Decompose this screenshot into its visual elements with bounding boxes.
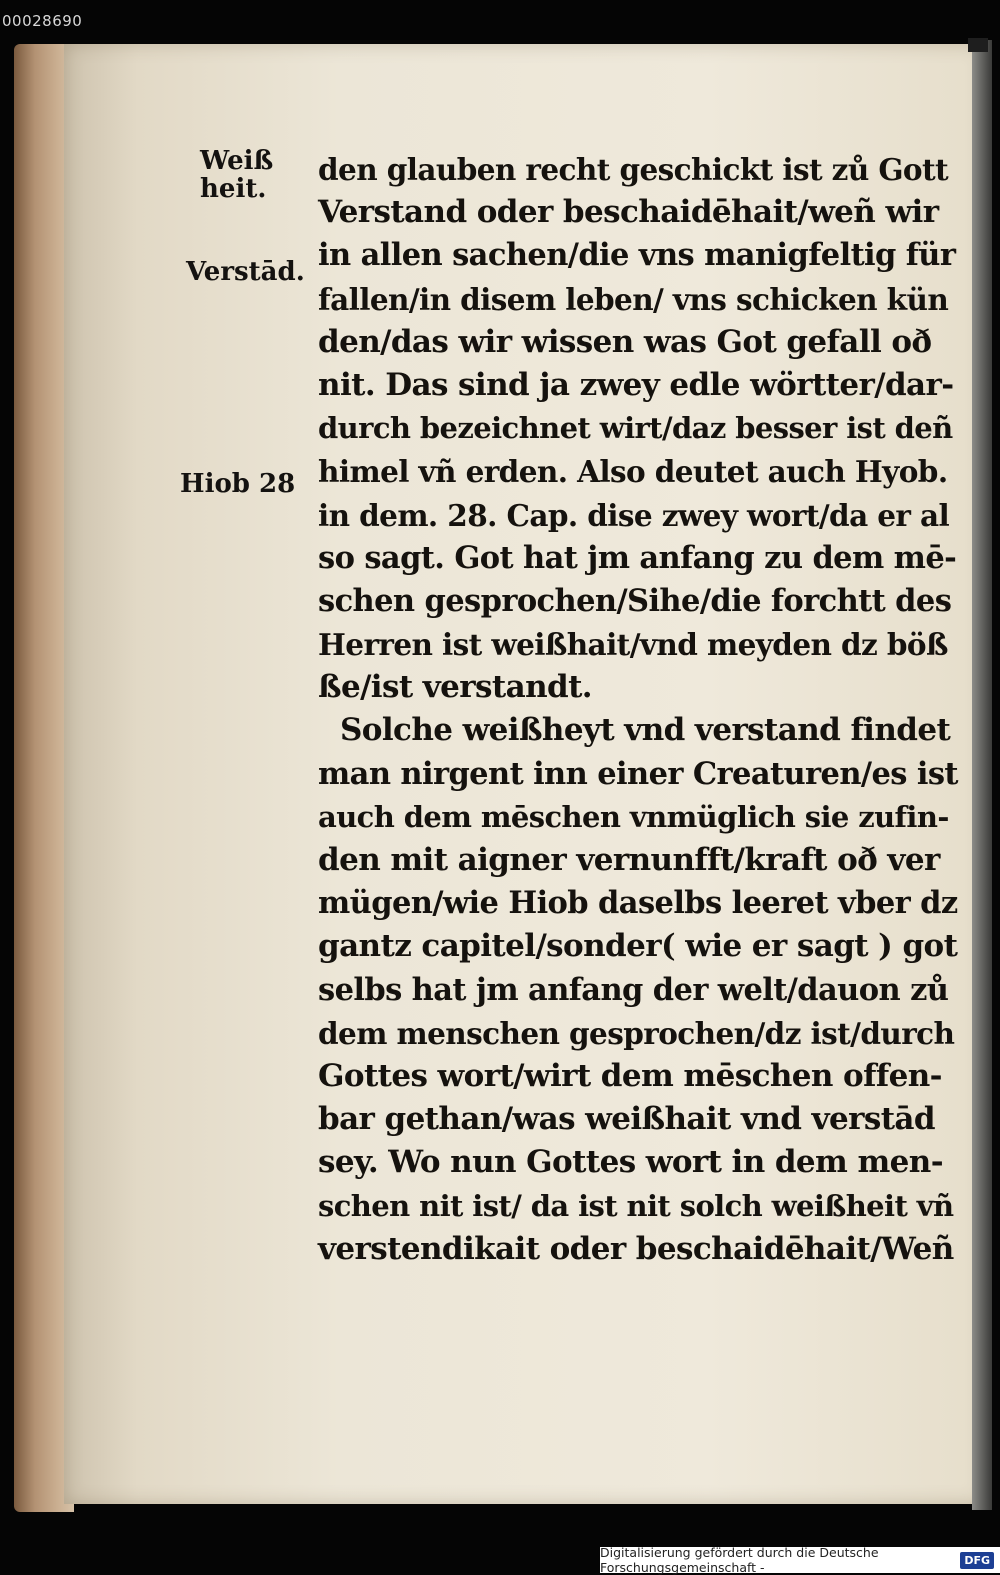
dfg-logo[interactable]: DFG (960, 1552, 994, 1569)
text-line: sey. Wo nun Gottes wort in dem men- (318, 1144, 943, 1181)
text-line: man nirgent inn einer Creaturen/es ist (318, 755, 958, 792)
text-line: den glauben recht geschickt ist zů Gott (318, 152, 949, 187)
footer-funding-text: Digitalisierung gefördert durch die Deutsche Forschungsgemeinschaft - (600, 1545, 879, 1575)
text-line: Solche weißheyt vnd verstand findet (340, 712, 951, 749)
margin-note-hiob: Hiob 28 (180, 469, 296, 499)
text-line: schen nit ist/ da ist nit solch weißheit vñ (318, 1188, 954, 1223)
text-line: so sagt. Got hat jm anfang zu dem mē- (318, 539, 957, 576)
footer-bar (600, 1547, 1000, 1573)
text-line: auch dem mēschen vnmüglich sie zufin- (318, 799, 949, 834)
page-tab-marker (968, 38, 988, 52)
page-right-edge (972, 40, 992, 1510)
text-line: fallen/in disem leben/ vns schicken kün (318, 281, 949, 317)
text-line: gantz capitel/sonder( wie er sagt ) got (318, 928, 958, 965)
text-line: dem menschen gesprochen/dz ist/durch (318, 1015, 955, 1051)
text-line: selbs hat jm anfang der welt/dauon zů (318, 971, 949, 1008)
text-line: in dem. 28. Cap. dise zwey wort/da er al (318, 497, 950, 533)
main-text-block (318, 148, 958, 1271)
margin-note-weisheit: Weiß heit. (200, 146, 274, 204)
text-line: durch bezeichnet wirt/daz besser ist deñ (318, 411, 953, 446)
margin-note-verstand: Verstād. (186, 257, 305, 287)
text-line: Herren ist weißhait/vnd meyden dz böß (318, 627, 948, 663)
text-line: Gottes wort/wirt dem mēschen offen- (318, 1057, 942, 1094)
text-line: bar gethan/was weißhait vnd verstād (318, 1101, 935, 1138)
scan-id-label: 00028690 (2, 12, 83, 30)
text-line: schen gesprochen/Sihe/die forchtt des (318, 582, 952, 619)
text-line: ße/ist verstandt. (318, 669, 592, 706)
text-line: in allen sachen/die vns manigfeltig für (318, 237, 956, 274)
text-line: himel vñ erden. Also deutet auch Hyob. (318, 454, 948, 490)
text-line: nit. Das sind ja zwey edle wörtter/dar- (318, 366, 954, 403)
text-line: verstendikait oder beschaidēhait/Weñ (318, 1230, 954, 1267)
text-line: den/das wir wissen was Got gefall oð (318, 323, 932, 360)
text-line: den mit aigner vernunfft/kraft oð ver (318, 842, 940, 878)
text-line: Verstand oder beschaidēhait/weñ wir (318, 194, 939, 231)
text-line: mügen/wie Hiob daselbs leeret vber dz (318, 885, 958, 922)
